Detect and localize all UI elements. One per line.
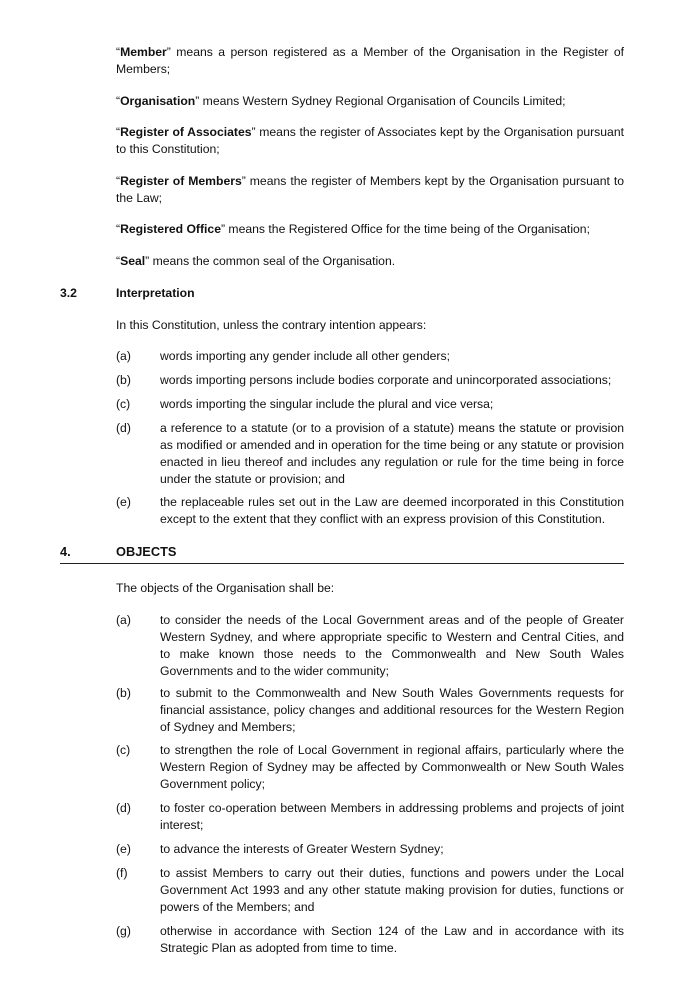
list-item-label: (d) <box>116 801 131 815</box>
interpretation-intro: In this Constitution, unless the contrary intention appears: <box>116 318 427 332</box>
list-item-label: (g) <box>116 924 131 938</box>
list-item-label: (a) <box>116 349 131 363</box>
definition-text: means the Registered Office for the time being of the Organisation; <box>225 222 590 236</box>
list-item-text: words importing the singular include the plural and vice versa; <box>160 397 494 411</box>
list-item-label: (c) <box>116 743 131 757</box>
definition-text: means the register of Associates kept by the Organisation pursuant to this Constitution; <box>116 125 624 156</box>
definition-member: “Member” means a person registered as a Member of the Organisation in the Register of Members; <box>116 45 624 76</box>
list-item-label: (e) <box>116 495 131 509</box>
definition-term: Member <box>120 45 167 59</box>
objects-intro: The objects of the Organisation shall be: <box>116 581 335 595</box>
definition-text: means a person registered as a Member of the Organisation in the Register of Members; <box>116 45 624 76</box>
section-title: Interpretation <box>116 286 195 300</box>
definition-text: means the register of Members kept by the Organisation pursuant to the Law; <box>116 174 624 205</box>
definition-text: means the common seal of the Organisation. <box>149 254 396 268</box>
list-item-label: (c) <box>116 397 131 411</box>
definition-term: Register of Members <box>120 174 242 188</box>
heading-number: 4. <box>60 544 71 559</box>
section-number: 3.2 <box>60 286 77 300</box>
list-item-text: the replaceable rules set out in the Law are deemed incorporated in this Constitution except to the extent that they conflict with an express provision of this Constitution. <box>160 495 624 526</box>
list-item-text: to consider the needs of the Local Government areas and of the people of Greater Western Sydney, and where appropriate specific to Western and Central Cities, and to make known those needs to the Commonwealth and New South Wales Governments and to the wider community; <box>160 613 624 678</box>
list-item-label: (e) <box>116 842 131 856</box>
list-item-text: a reference to a statute (or to a provision of a statute) means the statute or provision as modified or amended and in operation for the time being or any statute or provision enacted in lieu thereof and includes any regulation or rule for the time being in force under the statute or provision; and <box>160 421 624 486</box>
list-item-label: (b) <box>116 686 131 700</box>
definition-seal: “Seal” means the common seal of the Organisation. <box>116 254 396 268</box>
definition-term: Registered Office <box>120 222 221 236</box>
heading-title: OBJECTS <box>116 544 177 559</box>
definition-registered-office: “Registered Office” means the Registered Office for the time being of the Organisation; <box>116 222 590 236</box>
definition-register-of-members: “Register of Members” means the register of Members kept by the Organisation pursuant to the Law; <box>116 174 624 205</box>
list-item-text: to submit to the Commonwealth and New South Wales Governments requests for financial assistance, policy changes and additional resources for the Western Region of Sydney and Members; <box>160 686 624 734</box>
list-item-text: words importing persons include bodies corporate and unincorporated associations; <box>160 373 612 387</box>
heading-rule <box>60 563 624 564</box>
definition-term: Organisation <box>120 94 196 108</box>
definition-text: means Western Sydney Regional Organisation of Councils Limited; <box>199 94 566 108</box>
list-item-label: (d) <box>116 421 131 435</box>
definition-term: Register of Associates <box>120 125 252 139</box>
list-item-label: (a) <box>116 613 131 627</box>
list-item-text: words importing any gender include all other genders; <box>160 349 450 363</box>
list-item-text: otherwise in accordance with Section 124 of the Law and in accordance with its Strategic Plan as adopted from time to time. <box>160 924 624 955</box>
list-item-label: (f) <box>116 866 128 880</box>
list-item-text: to foster co-operation between Members in addressing problems and projects of joint interest; <box>160 801 624 832</box>
list-item-text: to advance the interests of Greater Western Sydney; <box>160 842 444 856</box>
list-item-label: (b) <box>116 373 131 387</box>
definition-term: Seal <box>120 254 146 268</box>
definition-register-of-associates: “Register of Associates” means the register of Associates kept by the Organisation pursuant to this Constitution; <box>116 125 624 156</box>
list-item-text: to assist Members to carry out their duties, functions and powers under the Local Government Act 1993 and any other statute making provision for duties, functions or powers of the Members; and <box>160 866 624 914</box>
definition-organisation: “Organisation” means Western Sydney Regional Organisation of Councils Limited; <box>116 94 566 108</box>
list-item-text: to strengthen the role of Local Government in regional affairs, particularly where the Western Region of Sydney may be affected by Commonwealth or New South Wales Government policy; <box>160 743 624 791</box>
